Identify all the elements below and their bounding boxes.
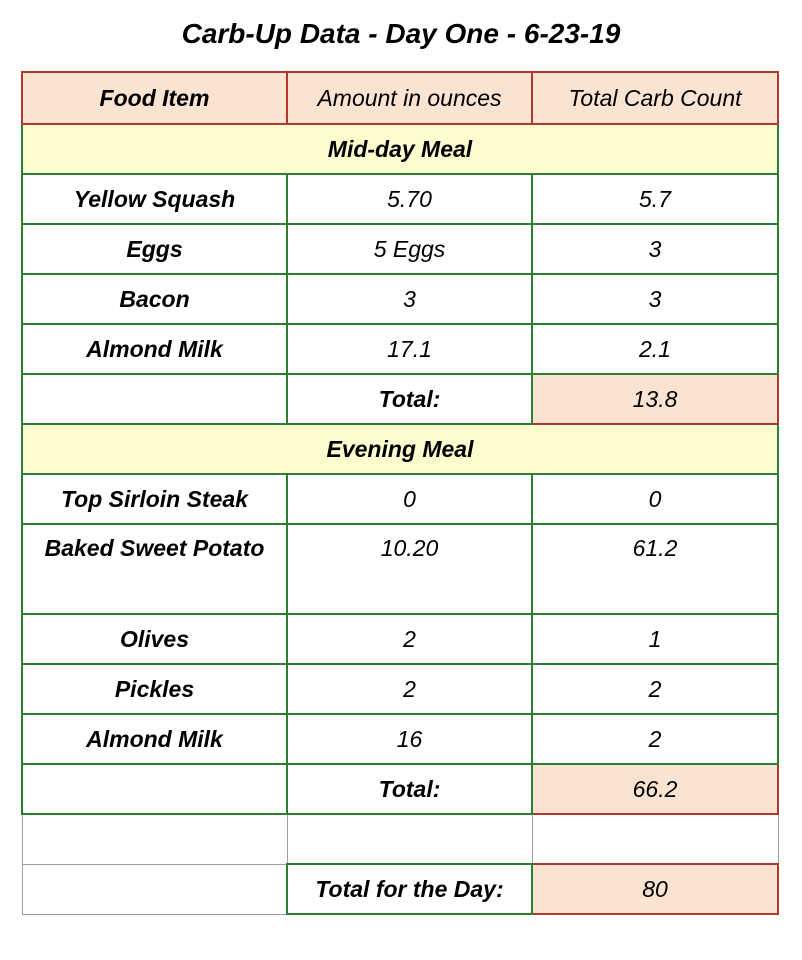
table-row [22,614,778,664]
empty-cell [287,814,532,864]
column-header-food-item: Food Item [22,72,287,124]
total-label: Total: [287,374,532,424]
carb-table [21,71,779,915]
food-item-cell: Olives [22,614,287,664]
table-row [22,714,778,764]
table-row [22,274,778,324]
carbs-cell: 2 [532,664,778,714]
blank-row [22,814,778,864]
section-row-midday [22,124,778,174]
subtotal-row [22,764,778,814]
carbs-cell: 2 [532,714,778,764]
day-total-row [22,864,778,914]
table-row [22,524,778,614]
food-item-cell: Eggs [22,224,287,274]
food-item-cell: Yellow Squash [22,174,287,224]
food-item-cell: Top Sirloin Steak [22,474,287,524]
amount-cell: 3 [287,274,532,324]
header-row [22,72,778,124]
empty-cell [22,864,287,914]
carbs-cell: 0 [532,474,778,524]
carbs-cell: 61.2 [532,524,778,614]
table-row [22,324,778,374]
carbs-cell: 2.1 [532,324,778,374]
amount-cell: 17.1 [287,324,532,374]
amount-cell: 5 Eggs [287,224,532,274]
table-row [22,474,778,524]
table-row [22,224,778,274]
amount-cell: 2 [287,664,532,714]
section-row-evening [22,424,778,474]
column-header-amount: Amount in ounces [287,72,532,124]
food-item-cell: Almond Milk [22,714,287,764]
total-label: Total: [287,764,532,814]
total-value: 66.2 [532,764,778,814]
page-title: Carb-Up Data - Day One - 6-23-19 [181,18,621,49]
carbs-cell: 1 [532,614,778,664]
day-total-label: Total for the Day: [287,864,532,914]
food-item-cell: Almond Milk [22,324,287,374]
amount-cell: 2 [287,614,532,664]
amount-cell: 0 [287,474,532,524]
food-item-cell: Pickles [22,664,287,714]
amount-cell: 5.70 [287,174,532,224]
empty-cell [22,374,287,424]
total-value: 13.8 [532,374,778,424]
food-item-cell: Bacon [22,274,287,324]
table-row [22,664,778,714]
amount-cell: 10.20 [287,524,532,614]
empty-cell [22,764,287,814]
column-header-carb-count: Total Carb Count [532,72,778,124]
carbs-cell: 5.7 [532,174,778,224]
subtotal-row [22,374,778,424]
empty-cell [22,814,287,864]
section-title: Mid-day Meal [22,124,778,174]
carbs-cell: 3 [532,274,778,324]
carbs-cell: 3 [532,224,778,274]
table-row [22,174,778,224]
section-title: Evening Meal [22,424,778,474]
food-item-cell: Baked Sweet Potato [22,524,287,614]
amount-cell: 16 [287,714,532,764]
day-total-value: 80 [532,864,778,914]
empty-cell [532,814,778,864]
